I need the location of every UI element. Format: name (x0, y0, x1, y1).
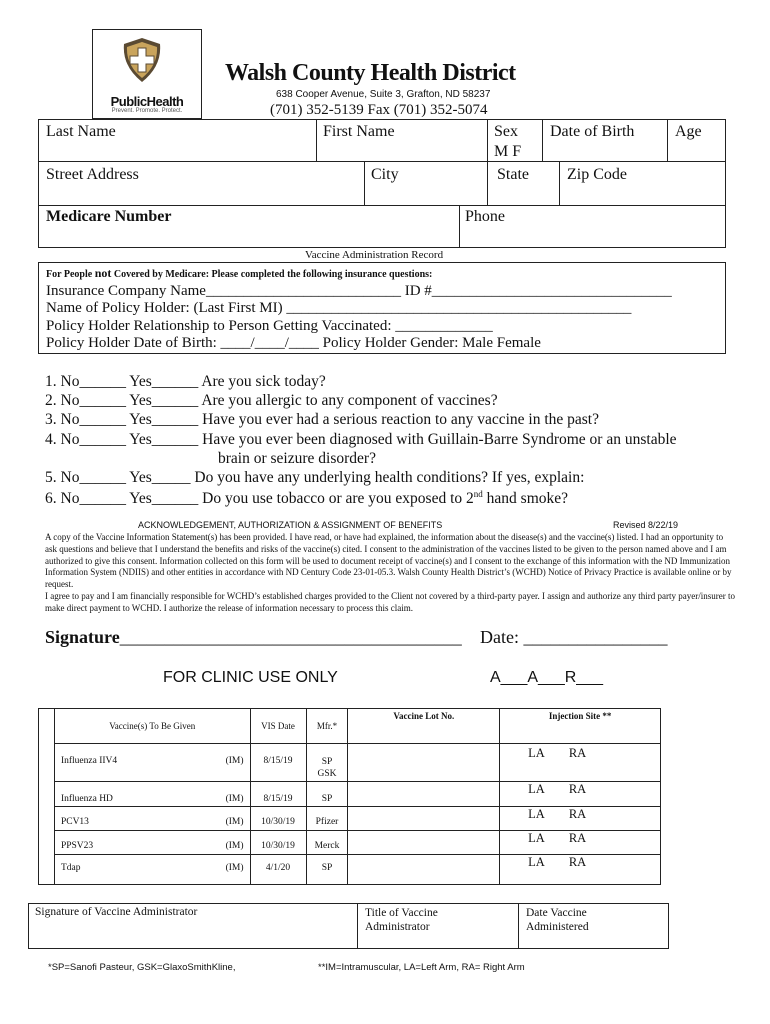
first-name-field[interactable]: First Name (323, 123, 395, 140)
col-vis-date: VIS Date (250, 709, 306, 744)
relationship-line[interactable]: Policy Holder Relationship to Person Getting Vaccinated: _____________ (46, 318, 493, 334)
table-row (39, 807, 661, 831)
date-of-birth-field[interactable]: Date of Birth (550, 123, 635, 140)
date-field[interactable]: Date: ________________ (480, 627, 668, 647)
clinic-codes[interactable]: A___A___R___ (490, 669, 603, 686)
col-lot-no: Vaccine Lot No. (348, 709, 500, 744)
table-row (39, 831, 661, 855)
vis-date-cell: 8/15/19 (250, 744, 306, 782)
vis-date-cell: 10/30/19 (250, 831, 306, 855)
question-4-cont: brain or seizure disorder? (218, 450, 376, 467)
lot-cell[interactable] (348, 744, 500, 782)
vaccine-cell: PPSV23 (IM) (54, 831, 250, 855)
divider (518, 903, 519, 949)
col-vaccine: Vaccine(s) To Be Given (54, 709, 250, 744)
site-cell[interactable]: LA RA (500, 782, 661, 807)
question-5[interactable]: 5. No______ Yes_____ Do you have any underlying health conditions? If yes, explain: (45, 469, 585, 486)
divider (38, 161, 726, 162)
admin-date-field[interactable]: Date Vaccine Administered (526, 907, 589, 933)
site-cell[interactable]: LA RA (500, 807, 661, 831)
logo-tagline: Prevent. Promote. Protect. (111, 108, 183, 114)
table-header-row (39, 709, 661, 744)
vaccine-cell: Tdap (IM) (54, 855, 250, 885)
question-1[interactable]: 1. No______ Yes______ Are you sick today? (45, 373, 326, 390)
row-stub (39, 709, 55, 885)
lot-cell[interactable] (348, 831, 500, 855)
divider (459, 205, 460, 248)
city-field[interactable]: City (371, 166, 399, 183)
insurance-heading: For People not Covered by Medicare: Please completed the following insurance questions: (46, 266, 433, 280)
sex-options[interactable]: M F (494, 143, 522, 160)
clinic-use-title: FOR CLINIC USE ONLY (163, 669, 338, 686)
last-name-field[interactable]: Last Name (46, 123, 116, 140)
medicare-number-field[interactable]: Medicare Number (46, 208, 172, 225)
record-title: Vaccine Administration Record (305, 249, 444, 261)
mfr-cell: SP (306, 782, 348, 807)
zip-code-field[interactable]: Zip Code (567, 166, 627, 183)
page-title: Walsh County Health District (225, 60, 516, 86)
site-cell[interactable]: LA RA (500, 744, 661, 782)
manufacturer-footnote: *SP=Sanofi Pasteur, GSK=GlaxoSmithKline, (48, 962, 236, 973)
age-field[interactable]: Age (675, 123, 702, 140)
site-cell[interactable]: LA RA (500, 831, 661, 855)
address: 638 Cooper Avenue, Suite 3, Grafton, ND 58237 (276, 89, 491, 100)
state-field[interactable]: State (497, 166, 529, 183)
lot-cell[interactable] (348, 782, 500, 807)
mfr-cell: SP (306, 855, 348, 885)
route-footnote: **IM=Intramuscular, LA=Left Arm, RA= Right Arm (318, 962, 525, 973)
vis-date-cell: 4/1/20 (250, 855, 306, 885)
ack-paragraph-1: A copy of the Vaccine Information Statement(s) has been provided. I have read, or have had explained, the information about the disease(s) and the vaccine(s) listed. I had an opportunity to ask questions and believe that I understand the benefits and risks of the vaccine(s) cited. I consent to the administration of the vaccines listed to be given to the person named above and I am authorized to give this consent. Information collected on this form will be used to document receipt of vaccine(s) and I consent to the exchange of this information with the ND Immunization Information System (NDIIS) and other entities in accordance with ND Century Code 23-01-05.3. Walsh County Health District’s (WCHD) Notice of Privacy Practice is available online or by request. (45, 532, 732, 590)
site-cell[interactable]: LA RA (500, 855, 661, 885)
revised-date: Revised 8/22/19 (613, 520, 679, 530)
lot-cell[interactable] (348, 855, 500, 885)
table-row (39, 855, 661, 885)
mfr-cell: Pfizer (306, 807, 348, 831)
question-3[interactable]: 3. No______ Yes______ Have you ever had a serious reaction to any vaccine in the past? (45, 411, 599, 428)
admin-signature-field[interactable]: Signature of Vaccine Administrator (35, 906, 198, 918)
policy-holder-line[interactable]: Name of Policy Holder: (Last First MI) ______________________________________________ (46, 300, 632, 316)
vis-date-cell: 8/15/19 (250, 782, 306, 807)
sex-field[interactable]: Sex (494, 123, 518, 140)
divider (316, 119, 317, 161)
divider (542, 119, 543, 161)
question-2[interactable]: 2. No______ Yes______ Are you allergic to any component of vaccines? (45, 392, 498, 409)
question-6[interactable]: 6. No______ Yes______ Do you use tobacco or are you exposed to 2nd hand smoke? (45, 489, 569, 508)
street-address-field[interactable]: Street Address (46, 166, 139, 183)
col-mfr: Mfr.* (306, 709, 348, 744)
divider (559, 161, 560, 205)
table-row (39, 782, 661, 807)
table-row (39, 744, 661, 782)
divider (667, 119, 668, 161)
col-injection-site: Injection Site ** (500, 709, 661, 744)
mfr-cell: SP GSK (306, 744, 348, 782)
question-4[interactable]: 4. No______ Yes______ Have you ever been diagnosed with Guillain-Barre Syndrome or an unstable (45, 431, 677, 448)
vaccine-cell: Influenza IIV4 (IM) (54, 744, 250, 782)
mfr-cell: Merck (306, 831, 348, 855)
divider (38, 205, 726, 206)
signature-field[interactable]: Signature______________________________________ (45, 627, 462, 647)
vaccine-cell: PCV13 (IM) (54, 807, 250, 831)
admin-title-field[interactable]: Title of Vaccine Administrator (365, 907, 438, 933)
insurance-company-line[interactable]: Insurance Company Name__________________________ ID #________________________________ (46, 283, 672, 299)
lot-cell[interactable] (348, 807, 500, 831)
shield-cross-icon (120, 36, 164, 84)
vaccine-table (38, 708, 661, 885)
ack-heading: ACKNOWLEDGEMENT, AUTHORIZATION & ASSIGNMENT OF BENEFITS (138, 520, 443, 530)
phone-field[interactable]: Phone (465, 208, 505, 225)
divider (364, 161, 365, 205)
logo-text: PublicHealth (110, 94, 184, 109)
phone-fax: (701) 352-5139 Fax (701) 352-5074 (270, 102, 488, 118)
vaccine-cell: Influenza HD (IM) (54, 782, 250, 807)
holder-dob-gender-line[interactable]: Policy Holder Date of Birth: ____/____/____ Policy Holder Gender: Male Female (46, 335, 541, 351)
divider (357, 903, 358, 949)
divider (487, 119, 488, 205)
ack-paragraph-2: I agree to pay and I am financially responsible for WCHD’s established charges provided to the Client not covered by a third-party payer. I assign and authorize any third party payer/insurer to make direct payment to WCHD. I authorize the release of information necessary to process this claim. (45, 591, 735, 613)
vis-date-cell: 10/30/19 (250, 807, 306, 831)
